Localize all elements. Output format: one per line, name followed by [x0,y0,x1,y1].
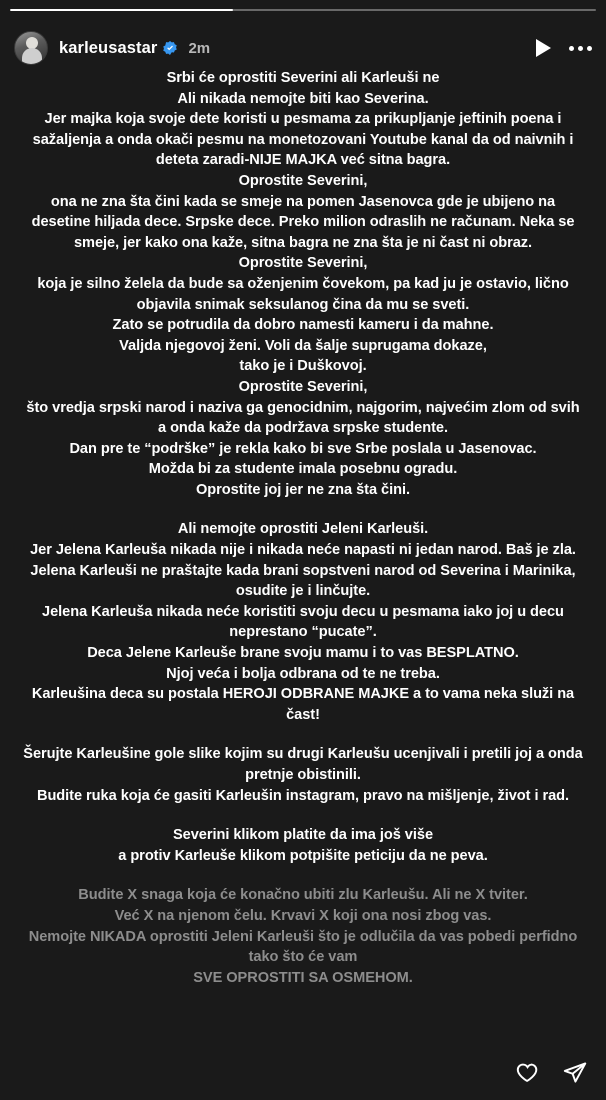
play-icon[interactable] [536,39,551,57]
story-paragraph: Već X na njenom čelu. Krvavi X koji ona nosi zbog vas. [114,907,492,924]
story-paragraph: tako je i Duškovoj. [239,358,367,375]
story-paragraph: Deca Jelene Karleuše brane svoju mamu i to vas BESPLATNO. [87,645,519,662]
story-paragraph: Jelena Karleuša nikada neće koristiti svoju decu u pesmama iako joj u decu neprestano “pucate”. [42,603,564,641]
story-paragraph: Zato se potrudila da dobro namesti kameru i da mahne. [112,317,494,334]
story-paragraph: Oprostite joj jer ne zna šta čini. [195,481,410,498]
story-progress-bar [10,9,596,12]
avatar[interactable] [14,31,48,65]
story-paragraph: a protiv Karleuše klikom potpišite peticiju da ne peva. [118,847,488,864]
story-paragraph: Možda bi za studente imala posebnu ogradu. [148,461,458,478]
story-paragraph: a onda kaže da podržava srpske studente. [158,420,448,437]
story-paragraph: Šerujte Karleušine gole slike kojim su drugi Karleušu ucenjivali i pretili joj a onda pretnje obistinili. [23,746,583,783]
story-paragraph: Jer majka koja svoje dete koristi u pesmama za prikupljanje jeftinih poena i sažaljenja a onda okači pesmu na monetozovani Youtube kanal da od naivnih i deteta zaradi-NIJE MAJKA već sitna bagra. [32,111,574,169]
story-paragraph: Srbi će oprostiti Severini ali Karleuši ne [166,70,440,86]
story-paragraph: Ali nikada nemojte biti kao Severina. [177,90,429,107]
story-paragraph: Oprostite Severini, [238,255,368,272]
story-paragraph: ona ne zna šta čini kada se smeje na pomen Jasenovca gde je ubijeno na desetine hiljada dece. Srpske dece. Preko milion odraslih ne računam. Neka se smeje, jer kako ona kaže, sitna bagra ne zna šta je ni čast ni obraz. [31,193,575,251]
more-options-icon[interactable] [569,46,592,51]
story-header [0,26,606,70]
progress-segment [10,9,596,11]
progress-fill [10,9,233,11]
story-paragraph: Oprostite Severini, [238,172,368,189]
story-paragraph: Jer Jelena Karleuša nikada nije i nikada neće napasti ni jedan narod. Baš je zla. [30,542,576,559]
story-paragraph: što vredja srpski narod i naziva ga genocidnim, najgorim, najvećim zlom od svih [26,399,580,416]
story-paragraph: Valjda njegovoj ženi. Voli da šalje suprugama dokaze, [119,337,487,354]
story-paragraph: Severini klikom platite da ima još više [172,827,434,844]
story-paragraph: Nemojte NIKADA oprostiti Jeleni Karleuši što je odlučila da vas pobedi perfidno tako što će vam [28,928,578,966]
story-paragraph: Dan pre te “podrške” je rekla kako bi sve Srbe poslala u Jasenovac. [69,440,537,457]
timestamp-label: 2m [188,39,211,57]
username-label[interactable]: karleusastar [59,38,158,57]
story-paragraph: Karleušina deca su postala HEROJI ODBRANE MAJKE a to vama neka služi na čast! [31,686,575,723]
story-paragraph: Ali nemojte oprostiti Jeleni Karleuši. [177,521,429,538]
story-paragraph: Jelena Karleuši ne praštajte kada brani sopstveni narod od Severina i Marinika, osudite je i linčujte. [30,562,576,600]
story-paragraph: SVE OPROSTITI SA OSMEHOM. [193,969,413,986]
verified-badge-icon [162,40,178,56]
send-icon[interactable] [562,1060,588,1086]
heart-icon[interactable] [514,1060,540,1086]
story-paragraph: Budite X snaga koja će konačno ubiti zlu Karleušu. Ali ne X tviter. [78,887,528,904]
story-paragraph: Budite ruka koja će gasiti Karleušin instagram, pravo na mišljenje, život i rad. [36,787,570,804]
story-paragraph: Njoj veća i bolja odbrana od te ne treba. [166,665,440,682]
story-paragraph: Oprostite Severini, [238,378,368,395]
story-text-body [0,68,606,988]
story-paragraph: koja je silno želela da bude sa oženjenim čovekom, pa kad ju je ostavio, lično objavila snimak seksulanog čina da mu se sveti. [37,275,569,313]
story-footer-actions [514,1060,588,1086]
